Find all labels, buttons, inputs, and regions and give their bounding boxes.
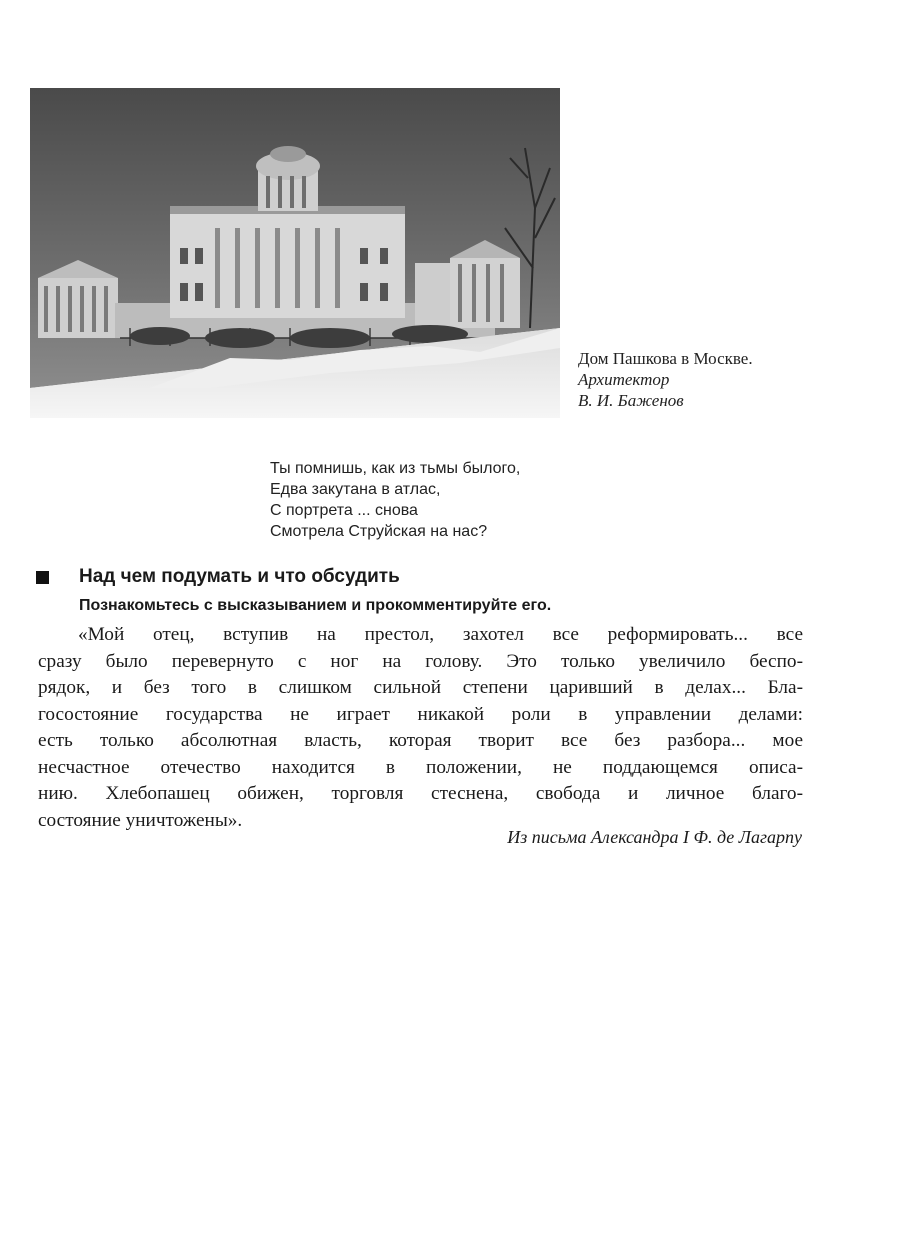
caption-title: Дом Пашкова в Москве. xyxy=(578,349,753,368)
task-instruction: Познакомьтесь с высказыванием и прокомментируйте его. xyxy=(79,597,552,614)
photo-caption xyxy=(578,348,753,411)
quote-line: нию. Хлебопашец обижен, торговля стеснена, свобода и личное благо- xyxy=(38,783,803,804)
caption-role: Архитектор xyxy=(578,370,670,389)
poem-line: Едва закутана в атлас, xyxy=(270,481,441,498)
quote-line: сразу было перевернуто с ног на голову. Это только увеличило беспо- xyxy=(38,650,803,672)
section-title: Над чем подумать и что обсудить xyxy=(79,566,400,587)
quote-line: состояние уничтожены». xyxy=(38,809,243,831)
section-heading xyxy=(36,566,400,588)
poem-line: С портрета ... снова xyxy=(270,502,418,519)
poem-stanza xyxy=(270,458,520,542)
quote-line: есть только абсолютная власть, которая творит все без разбора... мое xyxy=(38,730,803,751)
quote-paragraph xyxy=(38,622,803,834)
quote-line: несчастное отечество находится в положении, не поддающемся описа- xyxy=(38,756,803,778)
quote-line: «Мой отец, вступив на престол, захотел все реформировать... все xyxy=(78,624,803,645)
quote-source: Из письма Александра I Ф. де Лагарпу xyxy=(507,827,802,847)
poem-line: Ты помнишь, как из тьмы былого, xyxy=(270,460,521,477)
pashkov-house-photo xyxy=(30,88,560,418)
quote-line: госостояние государства не играет никакой роли в управлении делами: xyxy=(38,703,803,725)
poem-line: Смотрела Струйская на нас? xyxy=(270,523,488,540)
square-bullet-icon xyxy=(36,571,49,584)
caption-name: В. И. Баженов xyxy=(578,391,684,410)
quote-line: рядок, и без того в слишком сильной степени царивший в делах... Бла- xyxy=(38,677,803,698)
